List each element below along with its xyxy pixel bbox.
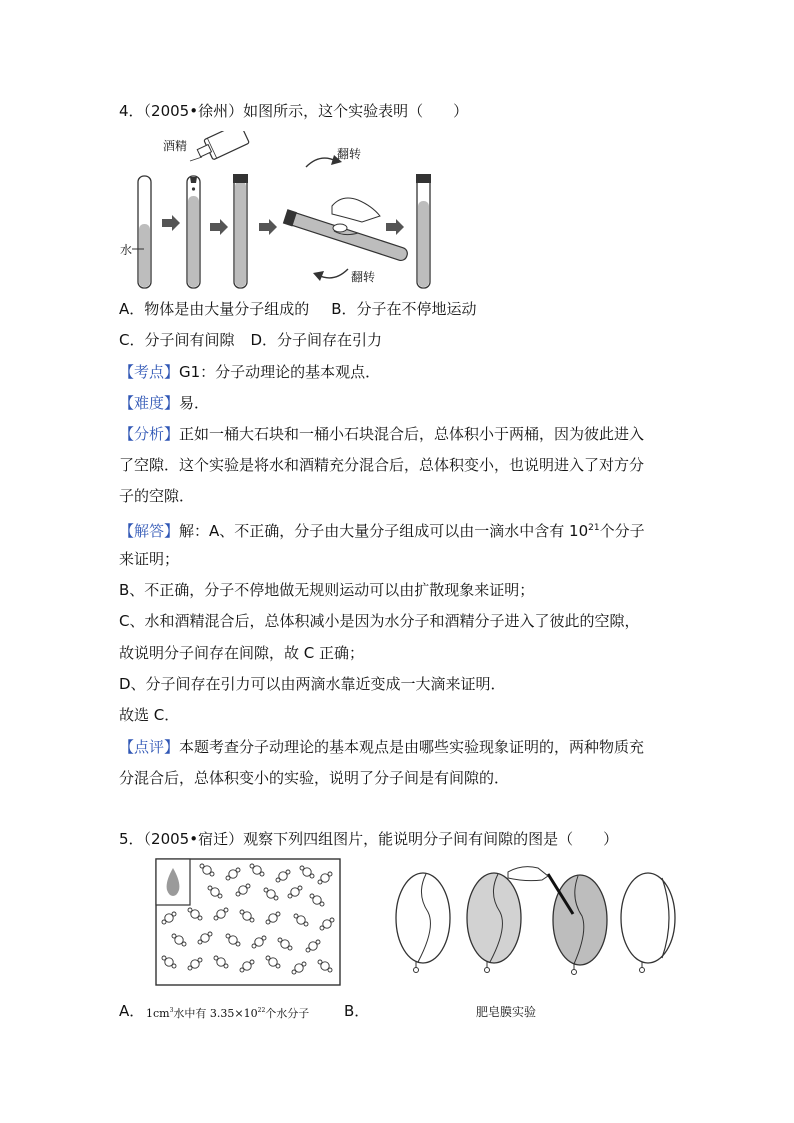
hydrogen-atom-icon — [262, 936, 266, 940]
q4-jieda-line1 — [119, 518, 645, 541]
q4-options-ab — [119, 299, 477, 319]
hydrogen-atom-icon — [304, 922, 308, 926]
hydrogen-atom-icon — [226, 876, 230, 880]
q4-fenxi-line1 — [119, 424, 644, 444]
hydrogen-atom-icon — [320, 902, 324, 906]
caption-a-sup2: 22 — [257, 1007, 266, 1014]
q4-option-a: A．物体是由大量分子组成的 — [119, 300, 310, 318]
fenxi-text2: 了空隙．这个实验是将水和酒精充分混合后，总体积变小，也说明进入了对方分 — [119, 456, 645, 474]
hydrogen-atom-icon — [318, 880, 322, 884]
hydrogen-atom-icon — [330, 918, 334, 922]
hydrogen-atom-icon — [310, 894, 314, 898]
nandu-tag: 【难度】 — [119, 394, 180, 412]
caption-a-part3: 个水分子 — [265, 1007, 310, 1020]
hydrogen-atom-icon — [188, 908, 192, 912]
hydrogen-atom-icon — [224, 964, 228, 968]
hydrogen-atom-icon — [218, 894, 222, 898]
dianping-text1: 本题考查分子动理论的基本观点是由哪些实验现象证明的，两种物质充 — [179, 738, 645, 756]
hydrogen-atom-icon — [240, 968, 244, 972]
q5-caption-a — [146, 1005, 309, 1021]
jieda-sup: 21 — [588, 523, 600, 533]
hydrogen-atom-icon — [252, 944, 256, 948]
hydrogen-atom-icon — [320, 926, 324, 930]
hydrogen-atom-icon — [214, 916, 218, 920]
hydrogen-atom-icon — [236, 942, 240, 946]
hydrogen-atom-icon — [316, 940, 320, 944]
jieda-text2: 来证明； — [119, 550, 180, 568]
hydrogen-atom-icon — [162, 956, 166, 960]
hydrogen-atom-icon — [288, 894, 292, 898]
label-alcohol: 酒精 — [163, 139, 188, 153]
jieda-text3: B、不正确，分子不停地做无规则运动可以由扩散现象来证明； — [119, 581, 535, 599]
jieda-text4: C、水和酒精混合后，总体积减小是因为水分子和酒精分子进入了彼此的空隙， — [119, 612, 640, 630]
hydrogen-atom-icon — [292, 970, 296, 974]
hydrogen-atom-icon — [278, 938, 282, 942]
q4-experiment-figure — [120, 131, 450, 291]
q5-option-a-label: A． — [119, 1002, 145, 1020]
hydrogen-atom-icon — [214, 956, 218, 960]
q5-soap-film-figure — [390, 856, 690, 976]
hydrogen-atom-icon — [198, 958, 202, 962]
q4-option-c: C．分子间有间隙 — [119, 331, 235, 349]
hydrogen-atom-icon — [182, 942, 186, 946]
hydrogen-atom-icon — [276, 912, 280, 916]
hydrogen-atom-icon — [266, 956, 270, 960]
dianping-tag: 【点评】 — [119, 738, 180, 756]
hydrogen-atom-icon — [200, 864, 204, 868]
jieda-text1b: 个分子 — [599, 522, 645, 540]
hydrogen-atom-icon — [210, 872, 214, 876]
hydrogen-atom-icon — [298, 886, 302, 890]
hydrogen-atom-icon — [328, 968, 332, 972]
q4-answer: 故选 C． — [119, 706, 180, 724]
jieda-tag: 【解答】 — [119, 522, 180, 540]
hydrogen-atom-icon — [266, 920, 270, 924]
label-water: 水 — [120, 243, 133, 257]
hydrogen-atom-icon — [310, 874, 314, 878]
hydrogen-atom-icon — [172, 934, 176, 938]
hydrogen-atom-icon — [328, 872, 332, 876]
hydrogen-atom-icon — [224, 908, 228, 912]
label-flip-bottom: 翻转 — [351, 270, 376, 284]
caption-a-sup1: 3 — [169, 1007, 174, 1014]
hydrogen-atom-icon — [250, 864, 254, 868]
hydrogen-atom-icon — [288, 946, 292, 950]
hydrogen-atom-icon — [172, 964, 176, 968]
hydrogen-atom-icon — [260, 872, 264, 876]
fenxi-tag: 【分析】 — [119, 425, 180, 443]
hydrogen-atom-icon — [172, 912, 176, 916]
kaodian-text: G1：分子动理论的基本观点． — [179, 363, 381, 381]
hydrogen-atom-icon — [300, 866, 304, 870]
hydrogen-atom-icon — [276, 964, 280, 968]
q4-options-cd — [119, 330, 382, 350]
hydrogen-atom-icon — [264, 888, 268, 892]
hydrogen-atom-icon — [236, 892, 240, 896]
hydrogen-atom-icon — [188, 966, 192, 970]
q5-title: 5．（2005•宿迁）观察下列四组图片，能说明分子间有间隙的图是（ ） — [119, 830, 619, 848]
hydrogen-atom-icon — [236, 868, 240, 872]
q5-option-b-label: B． — [344, 1002, 370, 1020]
hydrogen-atom-icon — [208, 932, 212, 936]
q4-option-d: D．分子间存在引力 — [250, 331, 383, 349]
fenxi-text3: 子的空隙． — [119, 487, 195, 505]
fenxi-text1: 正如一桶大石块和一桶小石块混合后，总体积小于两桶，因为彼此进入 — [179, 425, 645, 443]
hydrogen-atom-icon — [250, 960, 254, 964]
hydrogen-atom-icon — [240, 910, 244, 914]
hydrogen-atom-icon — [198, 916, 202, 920]
hydrogen-atom-icon — [318, 960, 322, 964]
hydrogen-atom-icon — [226, 934, 230, 938]
hydrogen-atom-icon — [198, 940, 202, 944]
q4-nandu — [119, 393, 209, 413]
hydrogen-atom-icon — [274, 896, 278, 900]
q5-caption-b: 肥皂膜实验 — [476, 1005, 537, 1019]
jieda-text5: 故说明分子间存在间隙，故 C 正确； — [119, 644, 365, 662]
q4-title: 4．（2005•徐州）如图所示，这个实验表明（ ） — [119, 102, 469, 120]
hydrogen-atom-icon — [246, 884, 250, 888]
dianping-text2: 分混合后，总体积变小的实验，说明了分子间是有间隙的． — [119, 769, 510, 787]
q4-option-b: B．分子在不停地运动 — [331, 300, 477, 318]
hydrogen-atom-icon — [162, 920, 166, 924]
jieda-text1a: 解：A、不正确，分子由大量分子组成可以由一滴水中含有 10 — [179, 522, 589, 540]
kaodian-tag: 【考点】 — [119, 363, 180, 381]
jieda-text6: D、分子间存在引力可以由两滴水靠近变成一大滴来证明． — [119, 675, 506, 693]
hydrogen-atom-icon — [276, 878, 280, 882]
hydrogen-atom-icon — [306, 948, 310, 952]
caption-a-part2: 水中有 3.35×10 — [173, 1007, 258, 1020]
hydrogen-atom-icon — [294, 914, 298, 918]
q4-dianping-line1 — [119, 737, 644, 757]
q5-options-row — [119, 1001, 144, 1021]
label-flip-top: 翻转 — [337, 147, 362, 161]
q4-kaodian — [119, 362, 380, 382]
hydrogen-atom-icon — [208, 886, 212, 890]
hydrogen-atom-icon — [302, 962, 306, 966]
hydrogen-atom-icon — [286, 870, 290, 874]
caption-a-part1: 1cm — [146, 1007, 170, 1020]
hydrogen-atom-icon — [250, 918, 254, 922]
q5-water-molecules-figure — [155, 858, 341, 986]
nandu-text: 易． — [179, 394, 210, 412]
